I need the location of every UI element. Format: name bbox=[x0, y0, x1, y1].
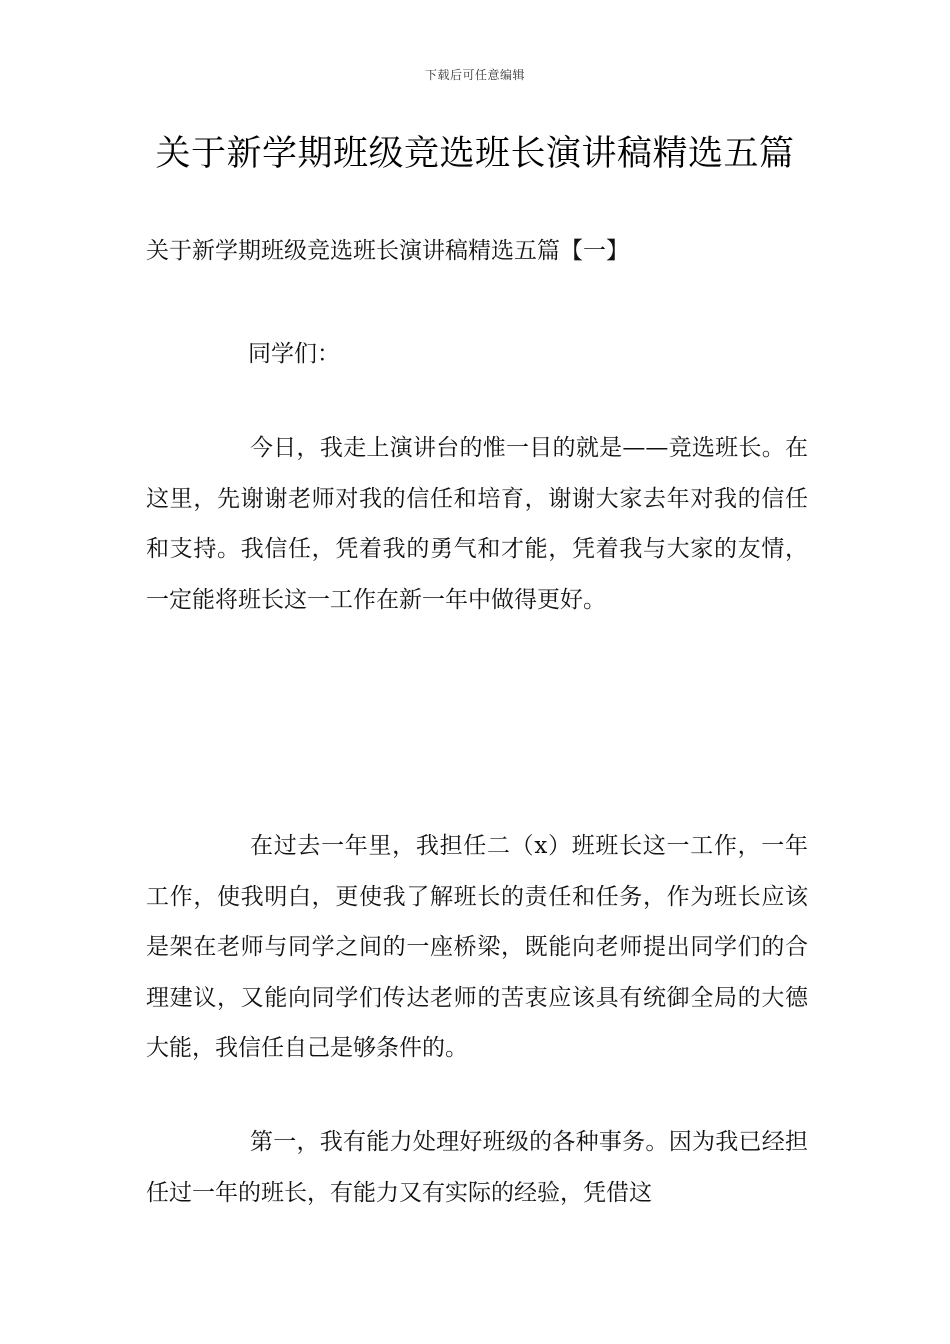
document-title: 关于新学期班级竞选班长演讲稿精选五篇 bbox=[155, 134, 795, 174]
header-note: 下载后可任意编辑 bbox=[424, 68, 525, 82]
body-paragraph: 今日，我走上演讲台的惟一目的就是——竞选班长。在这里，先谢谢老师对我的信任和培育，谢谢大家去年对我的信任和支持。我信任，凭着我的勇气和才能，凭着我与大家的友情，一定能将班长这一工作在新一年中做得更好。 bbox=[146, 435, 808, 613]
body-paragraph: 在过去一年里，我担任二（x）班班长这一工作，一年工作，使我明白，更使我了解班长的责任和任务，作为班长应该是架在老师与同学之间的一座桥梁，既能向老师提出同学们的合理建议，又能向同学们传达老师的苦衷应该具有统御全局的大德大能，我信任自己是够条件的。 bbox=[146, 833, 808, 1061]
greeting: 同学们： bbox=[248, 341, 340, 367]
body-paragraph: 第一，我有能力处理好班级的各种事务。因为我已经担任过一年的班长，有能力又有实际的经验，凭借这 bbox=[146, 1129, 808, 1206]
section-heading: 关于新学期班级竞选班长演讲稿精选五篇【一】 bbox=[146, 238, 629, 264]
